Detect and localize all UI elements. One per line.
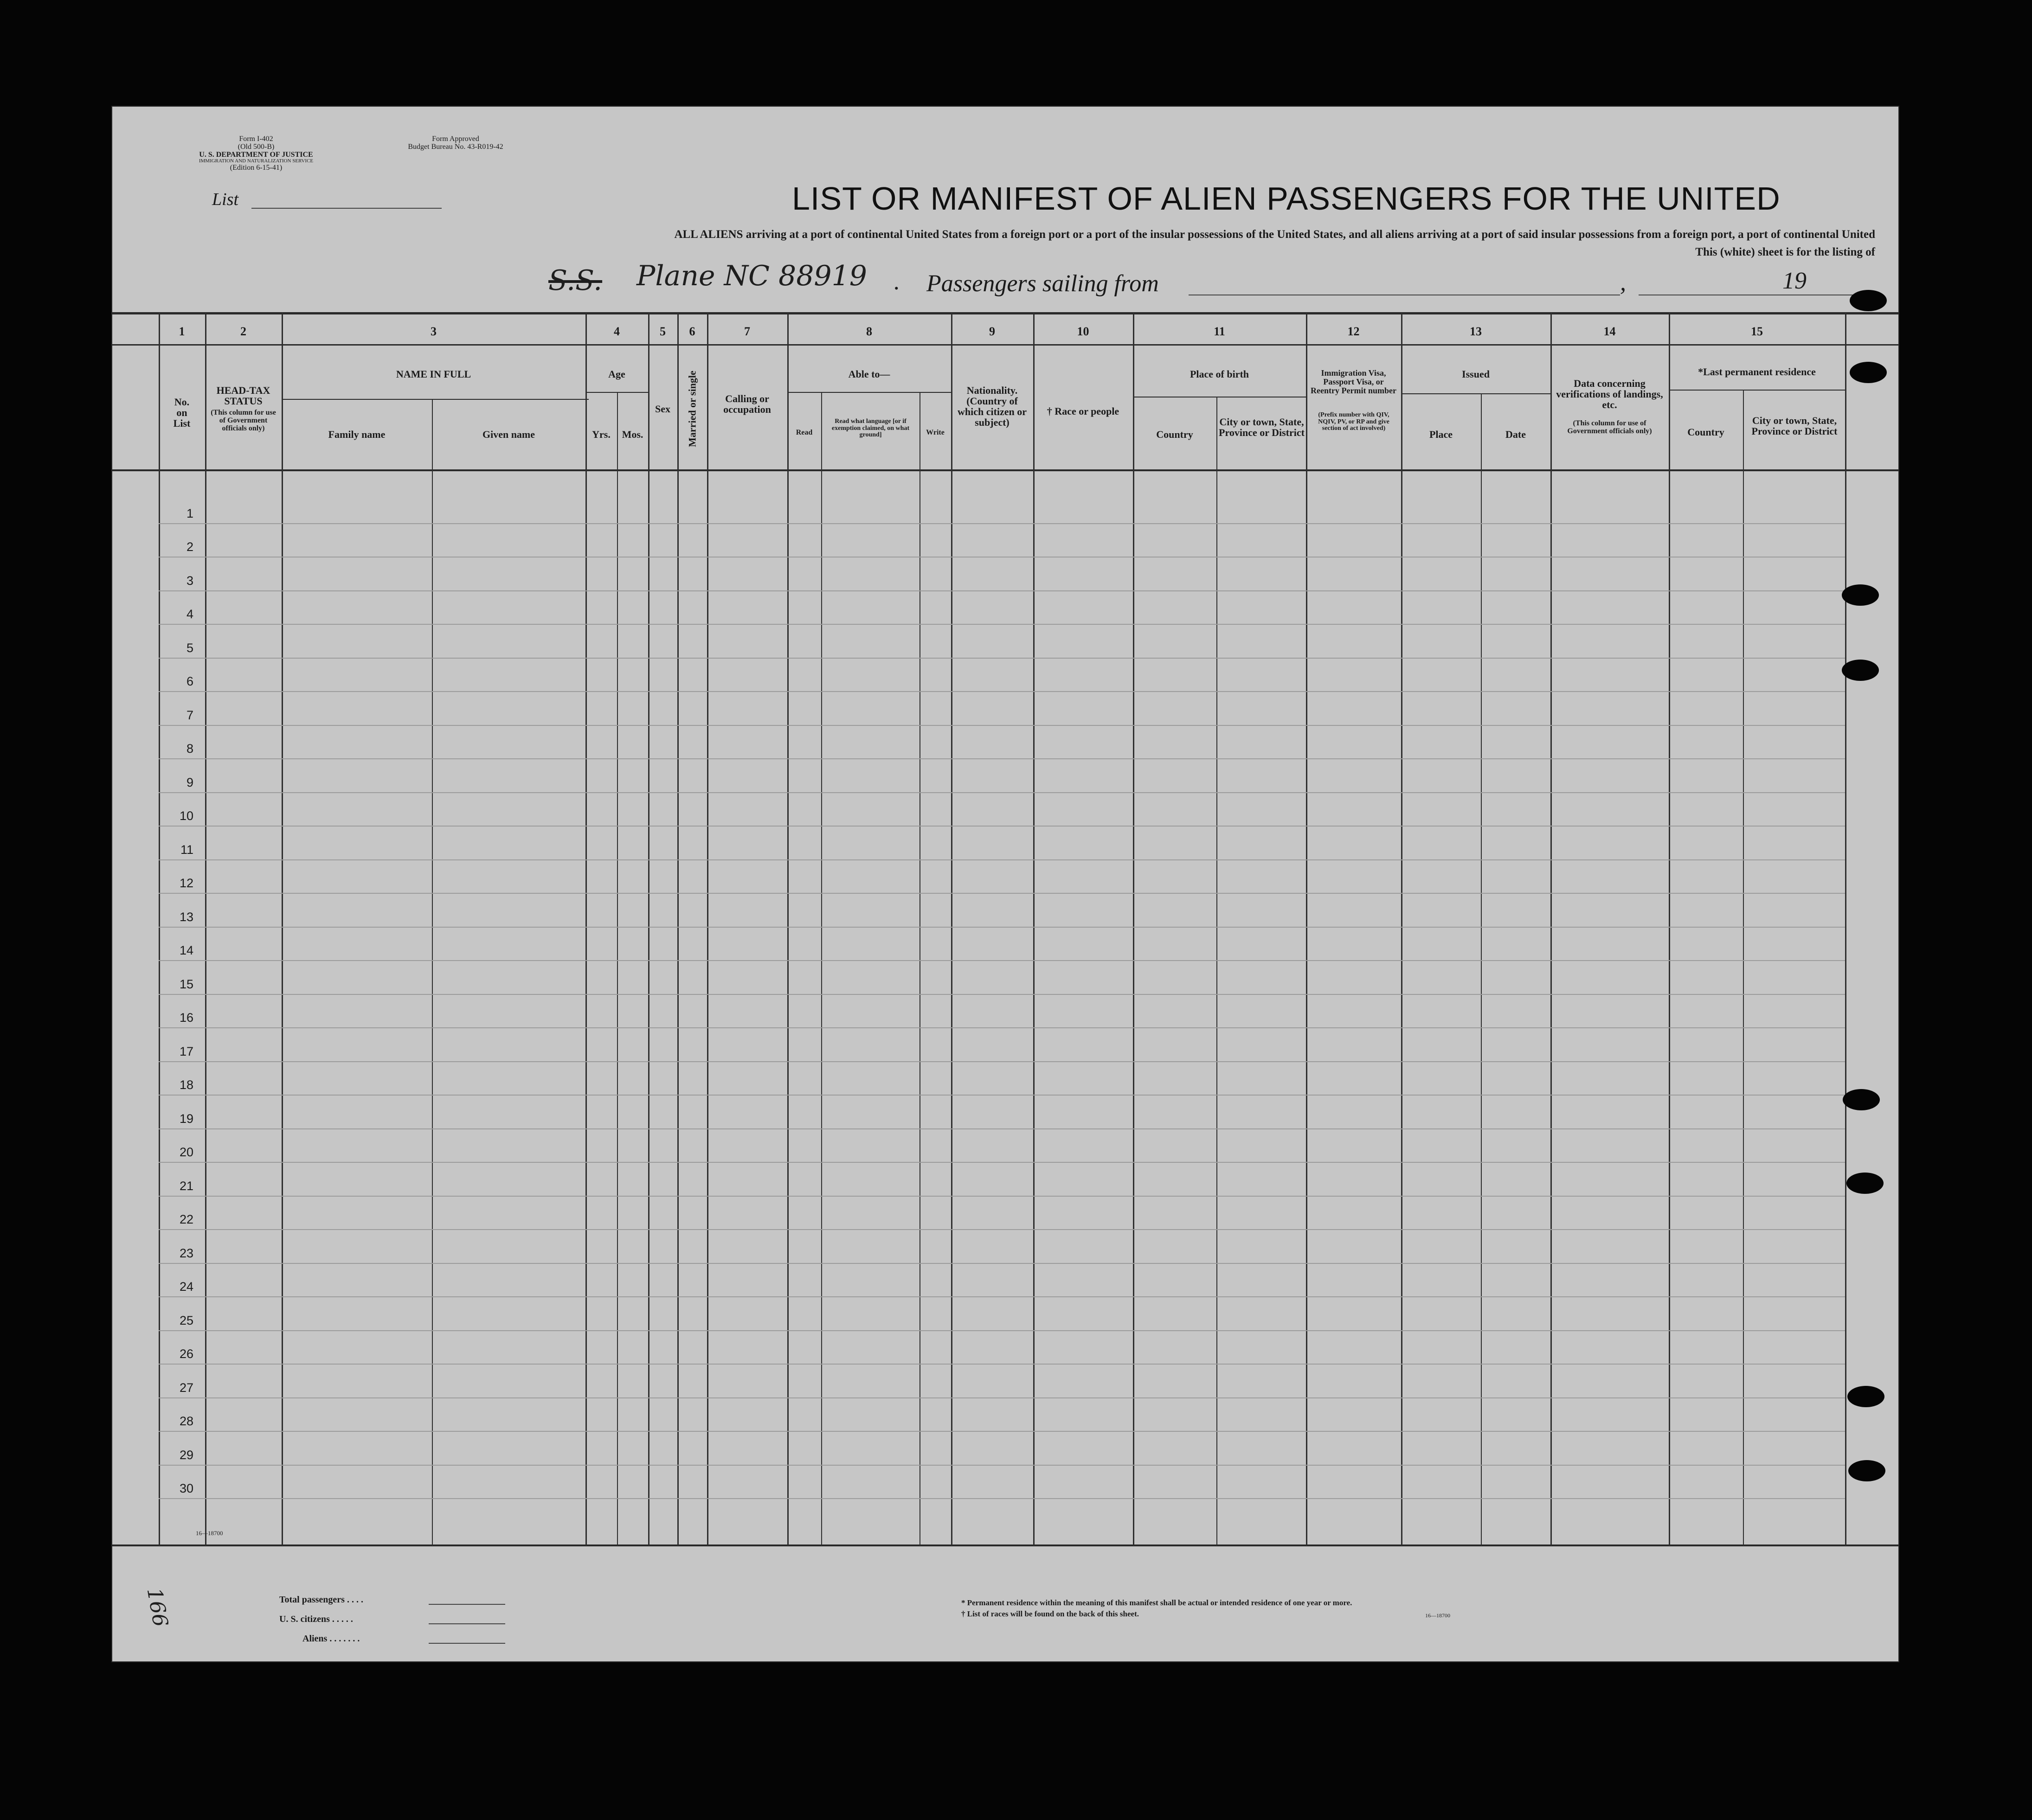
- row-line: [159, 1465, 1845, 1466]
- footer-print-code: 16—18700: [1425, 1612, 1450, 1619]
- row-number: 20: [179, 1145, 193, 1159]
- row-number: 4: [186, 607, 193, 621]
- colnum-2: 2: [240, 325, 246, 338]
- col-read: Read: [796, 429, 813, 436]
- colnum-6: 6: [689, 325, 695, 338]
- col-given-name: Given name: [482, 429, 535, 440]
- binding-hole: [1847, 1386, 1884, 1407]
- colnum-1: 1: [179, 325, 185, 338]
- row-number: 19: [179, 1111, 193, 1126]
- colnum-10: 10: [1077, 325, 1089, 338]
- row-line: [159, 758, 1845, 759]
- row-line: [159, 1095, 1845, 1096]
- row-line: [159, 624, 1845, 625]
- col-line: [1306, 312, 1307, 1546]
- colnum-9: 9: [989, 325, 995, 338]
- row-line: [159, 1229, 1845, 1230]
- col-line: [951, 312, 952, 1546]
- row-line: [159, 1027, 1845, 1028]
- col-line: [1133, 312, 1134, 1546]
- row-line: [159, 1397, 1845, 1398]
- total-passengers-label: Total passengers . . . .: [279, 1595, 363, 1605]
- col-issued-date: Date: [1505, 429, 1526, 440]
- number-rule: [112, 344, 1898, 346]
- col-issued-place: Place: [1429, 429, 1453, 440]
- row-number: 8: [186, 742, 193, 756]
- residence-subrule: [1669, 390, 1845, 391]
- year-label: 19: [1782, 268, 1807, 294]
- colnum-14: 14: [1603, 325, 1616, 338]
- row-line: [159, 994, 1845, 995]
- col-line: [1550, 312, 1552, 1546]
- binding-hole: [1842, 660, 1879, 681]
- vessel-handwritten: Plane NC 88919: [637, 260, 867, 292]
- colnum-7: 7: [744, 325, 750, 338]
- binding-hole: [1850, 290, 1887, 311]
- vessel-period: .: [894, 269, 900, 295]
- row-number: 27: [179, 1380, 193, 1395]
- name-subrule: [282, 399, 589, 400]
- row-number: 12: [179, 876, 193, 890]
- col-line: [205, 312, 206, 1546]
- subcol-line: [1216, 397, 1217, 1546]
- row-number: 29: [179, 1448, 193, 1462]
- colnum-5: 5: [660, 325, 666, 338]
- colnum-15: 15: [1751, 325, 1763, 338]
- department: U. S. DEPARTMENT OF JUSTICE: [199, 150, 313, 159]
- binding-hole: [1842, 584, 1879, 606]
- col-no-on-list: No. on List: [173, 396, 191, 429]
- subtitle-line-1: ALL ALIENS arriving at a port of continental United States from a foreign port or a port of the insular possessions of the United States, and all aliens arriving at a port of said insular possessions from a foreign port, a port of continental United: [674, 228, 1875, 241]
- colnum-13: 13: [1470, 325, 1482, 338]
- col-last-residence: *Last permanent residence: [1698, 366, 1816, 378]
- colnum-3: 3: [431, 325, 437, 338]
- issued-subrule: [1401, 393, 1550, 394]
- row-line: [159, 523, 1845, 524]
- col-line: [585, 312, 587, 1546]
- col-sex: Sex: [655, 403, 670, 415]
- header-top-rule: [112, 312, 1898, 314]
- row-number: 24: [179, 1280, 193, 1294]
- row-number: 6: [186, 674, 193, 688]
- subcol-line: [617, 392, 618, 1546]
- edition: (Edition 6-15-41): [230, 163, 283, 172]
- row-number: 11: [180, 842, 193, 857]
- binding-hole: [1850, 362, 1887, 383]
- col-line: [648, 312, 649, 1546]
- row-number: 17: [179, 1044, 193, 1058]
- binding-hole: [1843, 1089, 1880, 1110]
- col-head-tax: HEAD-TAX STATUS: [216, 385, 270, 407]
- us-citizens-blank[interactable]: [429, 1623, 505, 1624]
- total-passengers-blank[interactable]: [429, 1604, 505, 1605]
- ss-label: S.S.: [548, 264, 603, 297]
- row-number: 18: [179, 1078, 193, 1092]
- row-number: 15: [179, 977, 193, 991]
- subcol-line: [432, 399, 433, 1546]
- print-code: 16—18700: [196, 1530, 223, 1537]
- col-line: [707, 312, 708, 1546]
- col-line: [159, 312, 160, 1546]
- col-age: Age: [608, 368, 625, 380]
- colnum-12: 12: [1347, 325, 1360, 338]
- col-line: [787, 312, 789, 1546]
- form-sub: (Old 500-B): [238, 142, 275, 151]
- col-verifications: Data concerning verifications of landings, etc.: [1556, 378, 1663, 411]
- form-approved: Form Approved: [432, 135, 479, 143]
- row-line: [159, 590, 1845, 591]
- row-line: [159, 1431, 1845, 1432]
- subcol-line: [1743, 390, 1744, 1546]
- header-bottom-rule: [112, 469, 1898, 471]
- subcol-line: [821, 392, 822, 1546]
- col-residence-country: Country: [1687, 426, 1724, 438]
- form-header-block: [186, 135, 326, 172]
- able-subrule: [787, 392, 951, 393]
- row-number: 5: [186, 641, 193, 655]
- row-number: 7: [186, 708, 193, 722]
- sailing-label: Passengers sailing from: [926, 270, 1159, 297]
- manifest-sheet: [111, 106, 1899, 1662]
- row-number: 23: [179, 1246, 193, 1260]
- col-married-single: Married or single: [686, 371, 698, 447]
- binding-hole: [1846, 1173, 1884, 1194]
- col-name-in-full: NAME IN FULL: [396, 368, 471, 380]
- colnum-4: 4: [614, 325, 620, 338]
- row-line: [159, 960, 1845, 961]
- list-label: List: [212, 190, 239, 209]
- col-family-name: Family name: [328, 429, 386, 440]
- col-birth-city: City or town, State, Province or District: [1219, 416, 1305, 439]
- form-id: Form I-402: [239, 135, 273, 143]
- subtitle-line-2: This (white) sheet is for the listing of: [1695, 246, 1875, 258]
- row-line: [159, 1263, 1845, 1264]
- col-line: [282, 312, 283, 1546]
- row-line: [159, 658, 1845, 659]
- row-line: [159, 1296, 1845, 1297]
- col-birth-country: Country: [1156, 429, 1193, 440]
- list-blank: [251, 208, 442, 209]
- col-nationality: Nationality. (Country of which citizen or subject): [957, 385, 1027, 429]
- row-line: [159, 691, 1845, 692]
- col-calling: Calling or occupation: [723, 393, 771, 416]
- col-issued: Issued: [1462, 368, 1490, 380]
- row-line: [159, 1061, 1845, 1062]
- col-line: [677, 312, 679, 1546]
- row-number: 1: [186, 506, 193, 520]
- row-line: [159, 859, 1845, 860]
- row-number: 30: [179, 1481, 193, 1495]
- body-bottom-rule: [112, 1544, 1898, 1546]
- col-line: [1401, 312, 1402, 1546]
- row-line: [159, 1128, 1845, 1129]
- row-line: [159, 927, 1845, 928]
- col-place-of-birth: Place of birth: [1190, 368, 1249, 380]
- sailing-comma: ,: [1620, 269, 1626, 296]
- colnum-8: 8: [866, 325, 872, 338]
- row-number: 14: [179, 943, 193, 957]
- col-race: † Race or people: [1047, 405, 1119, 417]
- row-line: [159, 792, 1845, 793]
- col-age-mos: Mos.: [622, 429, 643, 440]
- row-line: [159, 725, 1845, 726]
- service: IMMIGRATION AND NATURALIZATION SERVICE: [199, 158, 314, 164]
- row-number: 13: [179, 910, 193, 924]
- approval-block: [381, 135, 530, 151]
- col-read-language: Read what language [or if exemption claimed, on what ground]: [831, 418, 910, 439]
- row-number: 28: [179, 1414, 193, 1428]
- row-line: [159, 1196, 1845, 1197]
- race-footnote: † List of races will be found on the back of this sheet.: [961, 1609, 1139, 1618]
- col-line: [1845, 312, 1846, 1546]
- col-write: Write: [926, 429, 945, 436]
- row-number: 10: [179, 809, 193, 823]
- row-line: [159, 1162, 1845, 1163]
- col-visa: Immigration Visa, Passport Visa, or Reentry Permit number: [1311, 368, 1396, 395]
- binding-hole: [1848, 1460, 1885, 1481]
- budget-number: Budget Bureau No. 43-R019-42: [408, 142, 503, 151]
- row-line: [159, 1498, 1845, 1499]
- margin-number: 166: [142, 1586, 173, 1629]
- row-number: 9: [186, 775, 193, 789]
- us-citizens-label: U. S. citizens . . . . .: [279, 1614, 353, 1624]
- subcol-line: [1481, 393, 1482, 1546]
- colnum-11: 11: [1214, 325, 1225, 338]
- residence-footnote: * Permanent residence within the meaning of this manifest shall be actual or intended residence of one year or more.: [961, 1598, 1352, 1607]
- row-number: 25: [179, 1313, 193, 1327]
- row-number: 26: [179, 1347, 193, 1361]
- col-line: [1669, 312, 1670, 1546]
- row-line: [159, 1330, 1845, 1331]
- row-line: [159, 826, 1845, 827]
- row-number: 2: [186, 540, 193, 554]
- col-verifications-note: (This column for use of Government officials only): [1567, 419, 1652, 435]
- row-line: [159, 1364, 1845, 1365]
- col-able-to: Able to—: [848, 368, 890, 380]
- aliens-label: Aliens . . . . . . .: [302, 1634, 360, 1644]
- page-title: LIST OR MANIFEST OF ALIEN PASSENGERS FOR THE UNITED: [792, 180, 1781, 217]
- col-residence-city: City or town, State, Province or District: [1751, 415, 1838, 437]
- row-number: 21: [179, 1179, 193, 1193]
- col-visa-note: (Prefix number with QIV, NQIV, PV, or RP and give section of act involved): [1318, 411, 1389, 432]
- row-line: [159, 557, 1845, 558]
- row-number: 22: [179, 1212, 193, 1226]
- col-head-tax-note: (This column for use of Government officials only): [211, 409, 276, 432]
- aliens-blank[interactable]: [429, 1643, 505, 1644]
- row-line: [159, 893, 1845, 894]
- col-age-yrs: Yrs.: [592, 429, 611, 440]
- col-line: [1033, 312, 1035, 1546]
- row-number: 16: [179, 1011, 193, 1025]
- row-number: 3: [186, 573, 193, 588]
